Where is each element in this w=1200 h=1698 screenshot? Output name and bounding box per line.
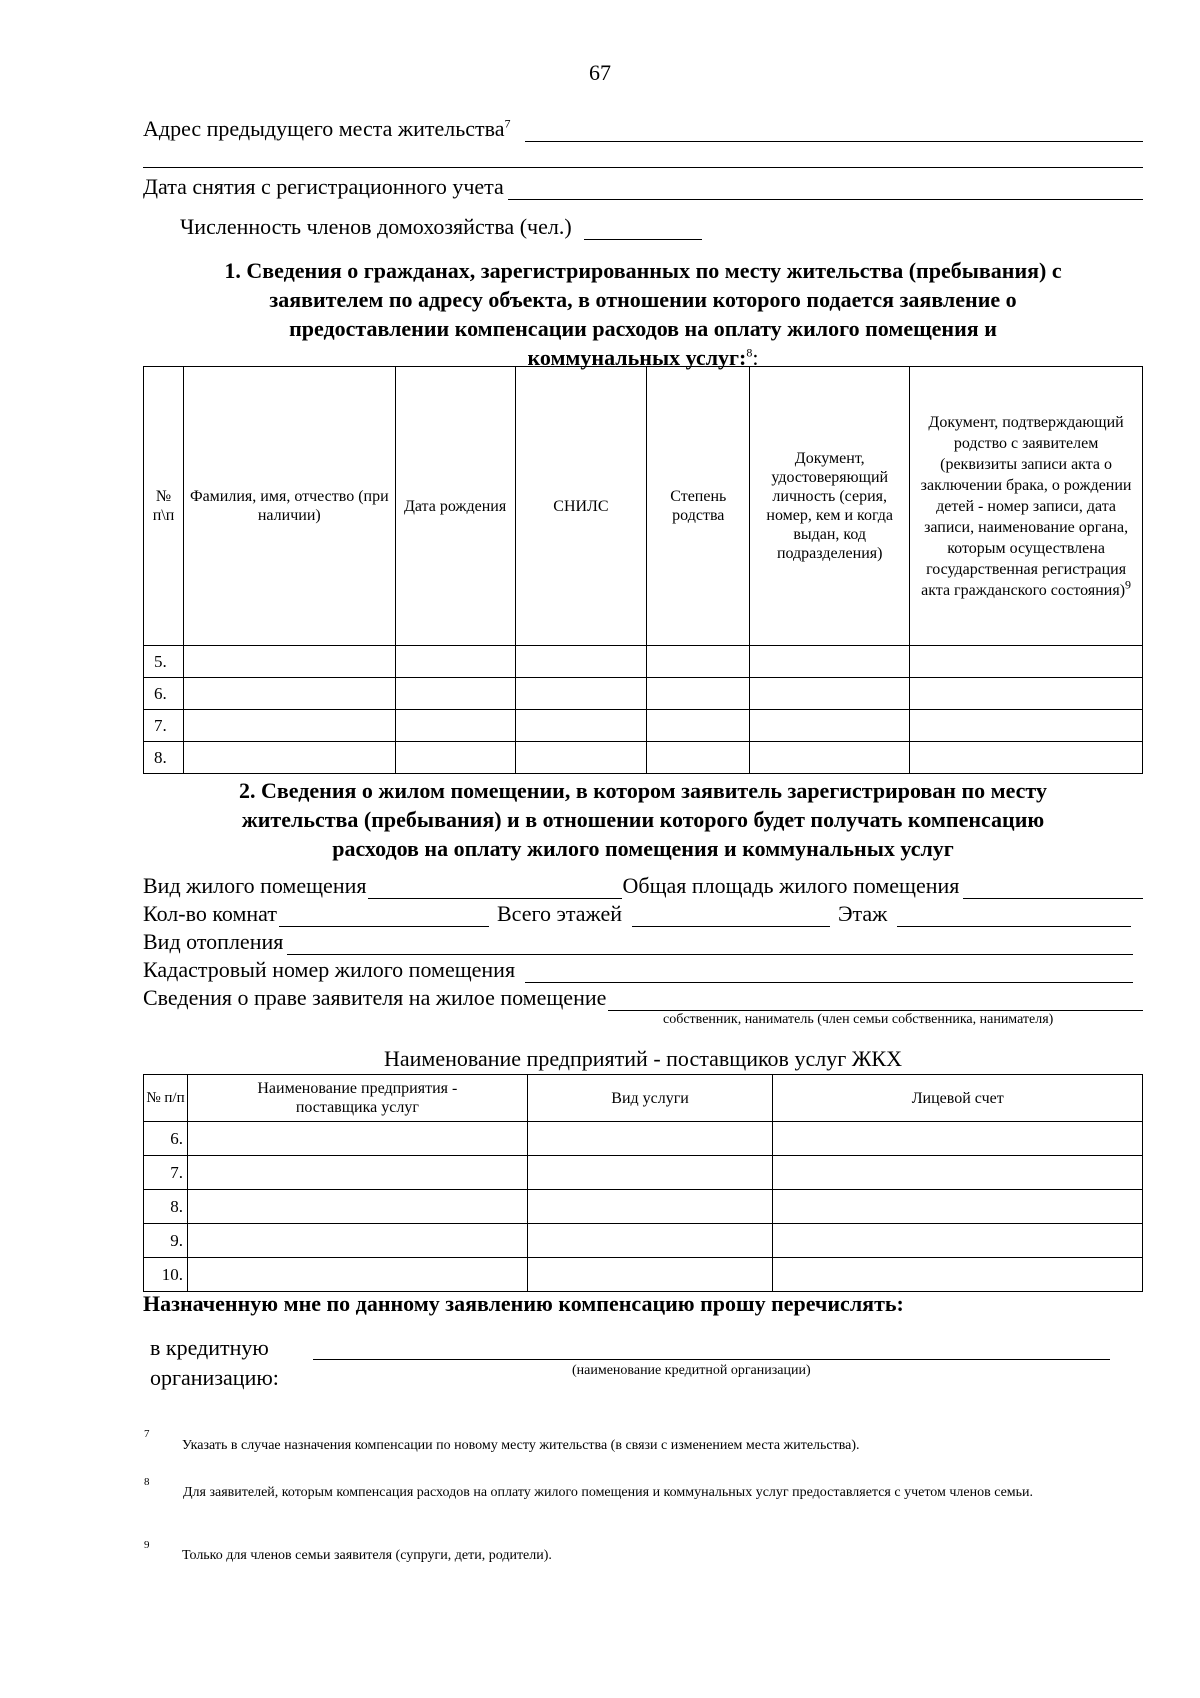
footnote-ref-7: 7 <box>504 116 511 131</box>
cell-snils[interactable] <box>515 678 647 710</box>
footnote-ref-9: 9 <box>1125 577 1132 592</box>
cell-supplier[interactable] <box>187 1258 527 1292</box>
table-row <box>144 678 1143 710</box>
section1-heading: 1. Сведения о гражданах, зарегистрированных по месту жительства (пребывания) с заявителем по адресу объекта, в отношении которого подается заявление о предоставлении компенсации расходов на оплату жилого помещения и коммунальных услуг:$^8$: <box>224 258 1062 370</box>
row-number: 5. <box>144 646 184 678</box>
prev-address-row <box>143 116 1143 142</box>
footnote-ref-8: 8 <box>746 345 753 360</box>
table-row <box>144 1156 1143 1190</box>
footnote-9: Только для членов семьи заявителя (супруги, дети, родители). <box>182 1548 552 1563</box>
prev-address-field[interactable] <box>525 123 1143 142</box>
cell-id-document[interactable] <box>750 742 910 774</box>
floors-label: Всего этажей <box>497 901 622 926</box>
row-number: 7. <box>144 710 184 742</box>
col-header-supplier: Наименование предприятия - поставщика услуг <box>187 1075 527 1122</box>
cell-kinship-document[interactable] <box>910 678 1143 710</box>
heating-field[interactable] <box>287 936 1133 955</box>
cell-birthdate[interactable] <box>395 742 515 774</box>
total-area-field[interactable] <box>963 880 1143 899</box>
cell-supplier[interactable] <box>187 1122 527 1156</box>
suppliers-header-row <box>144 1075 1143 1122</box>
cell-id-document[interactable] <box>750 678 910 710</box>
footnote-8: Для заявителей, которым компенсация расходов на оплату жилого помещения и коммунальных услуг предоставляется с учетом членов семьи. <box>183 1485 1034 1500</box>
cell-fullname[interactable] <box>183 678 395 710</box>
cell-service[interactable] <box>527 1258 773 1292</box>
cell-kinship-document[interactable] <box>910 710 1143 742</box>
table-header-row <box>144 367 1143 646</box>
cell-snils[interactable] <box>515 646 647 678</box>
col-header-snils: СНИЛС <box>515 367 647 646</box>
col-header-number: № п/п <box>144 1075 188 1122</box>
col-header-relation: Степень родства <box>647 367 750 646</box>
cell-relation[interactable] <box>647 710 750 742</box>
rooms-label: Кол-во комнат <box>143 901 277 926</box>
footnote-7: Указать в случае назначения компенсации по новому месту жительства (в связи с изменением места жительства). <box>182 1438 860 1453</box>
table-row <box>144 646 1143 678</box>
cell-relation[interactable] <box>647 678 750 710</box>
ownership-label: Сведения о праве заявителя на жилое помещение <box>143 985 607 1010</box>
cadastral-row <box>143 957 1143 983</box>
cell-service[interactable] <box>527 1122 773 1156</box>
cell-birthdate[interactable] <box>395 646 515 678</box>
ownership-row <box>143 985 1143 1011</box>
cell-account[interactable] <box>773 1190 1143 1224</box>
ownership-field[interactable] <box>608 992 1143 1011</box>
cell-service[interactable] <box>527 1156 773 1190</box>
prev-address-field-line2[interactable] <box>143 167 1143 168</box>
footnote-mark-7: 7 <box>144 1428 150 1440</box>
total-area-label: Общая площадь жилого помещения <box>622 873 960 898</box>
row-number: 8. <box>144 742 184 774</box>
cadastral-field[interactable] <box>525 964 1133 983</box>
floor-label: Этаж <box>838 901 888 926</box>
cell-supplier[interactable] <box>187 1156 527 1190</box>
credit-org-hint: (наименование кредитной организации) <box>572 1363 811 1378</box>
cell-fullname[interactable] <box>183 742 395 774</box>
ownership-hint: собственник, наниматель (член семьи собственника, нанимателя) <box>663 1012 1054 1027</box>
credit-org-field[interactable] <box>313 1341 1110 1360</box>
cell-fullname[interactable] <box>183 710 395 742</box>
household-label: Численность членов домохозяйства (чел.) <box>180 214 572 239</box>
housing-type-label: Вид жилого помещения <box>143 873 367 898</box>
table-row <box>144 1190 1143 1224</box>
row-number: 8. <box>144 1190 188 1224</box>
cell-account[interactable] <box>773 1156 1143 1190</box>
table-row <box>144 710 1143 742</box>
cell-kinship-document[interactable] <box>910 646 1143 678</box>
col-header-birthdate: Дата рождения <box>395 367 515 646</box>
col-header-number: № п\п <box>144 367 184 646</box>
cell-snils[interactable] <box>515 742 647 774</box>
table-row <box>144 1224 1143 1258</box>
table-row <box>144 742 1143 774</box>
col-header-kinship-document: Документ, подтверждающий родство с заявителем (реквизиты записи акта о заключении брака, о рождении детей - номер записи, дата записи, наименование органа, которым осуществлена государственная регистрация акта гражданского состояния)$^9$ <box>910 367 1143 646</box>
dereg-date-row <box>143 174 1143 200</box>
floors-field[interactable] <box>632 908 830 927</box>
housing-type-field[interactable] <box>368 880 622 899</box>
suppliers-title: Наименование предприятий - поставщиков услуг ЖКХ <box>384 1046 902 1071</box>
citizens-table <box>143 366 1143 774</box>
table-row <box>144 1122 1143 1156</box>
col-header-account: Лицевой счет <box>773 1075 1143 1122</box>
prev-address-label: Адрес предыдущего места жительства$^7$ <box>143 116 511 141</box>
credit-org-label: в кредитную организацию: <box>150 1335 279 1390</box>
cell-id-document[interactable] <box>750 710 910 742</box>
cell-service[interactable] <box>527 1224 773 1258</box>
cell-account[interactable] <box>773 1224 1143 1258</box>
cell-supplier[interactable] <box>187 1190 527 1224</box>
cell-snils[interactable] <box>515 710 647 742</box>
cell-relation[interactable] <box>647 742 750 774</box>
transfer-heading: Назначенную мне по данному заявлению компенсацию прошу перечислять: <box>143 1291 904 1316</box>
cell-supplier[interactable] <box>187 1224 527 1258</box>
cadastral-label: Кадастровый номер жилого помещения <box>143 957 516 982</box>
rooms-floors-row <box>143 901 1143 927</box>
rooms-field[interactable] <box>279 908 489 927</box>
cell-relation[interactable] <box>647 646 750 678</box>
footnote-mark-8: 8 <box>144 1476 150 1488</box>
cell-fullname[interactable] <box>183 646 395 678</box>
col-header-id-document: Документ, удостоверяющий личность (серия, номер, кем и когда выдан, код подразделения) <box>750 367 910 646</box>
col-header-fullname: Фамилия, имя, отчество (при наличии) <box>183 367 395 646</box>
cell-birthdate[interactable] <box>395 710 515 742</box>
cell-id-document[interactable] <box>750 646 910 678</box>
cell-kinship-document[interactable] <box>910 742 1143 774</box>
household-row <box>180 214 880 240</box>
cell-account[interactable] <box>773 1122 1143 1156</box>
dereg-date-field[interactable] <box>508 181 1143 200</box>
cell-service[interactable] <box>527 1190 773 1224</box>
floor-field[interactable] <box>897 908 1131 927</box>
row-number: 6. <box>144 1122 188 1156</box>
col-header-service: Вид услуги <box>527 1075 773 1122</box>
page-number: 67 <box>589 60 611 85</box>
footnote-mark-9: 9 <box>144 1539 150 1551</box>
row-number: 7. <box>144 1156 188 1190</box>
heating-label: Вид отопления <box>143 929 284 954</box>
table-row <box>144 1258 1143 1292</box>
household-count-field[interactable] <box>584 221 702 240</box>
row-number: 6. <box>144 678 184 710</box>
housing-type-row <box>143 873 1143 899</box>
cell-account[interactable] <box>773 1258 1143 1292</box>
section2-heading: 2. Сведения о жилом помещении, в котором заявитель зарегистрирован по месту жительства (пребывания) и в отношении которого будет получать компенсацию расходов на оплату жилого помещения и коммунальных услуг <box>239 778 1047 861</box>
heating-row <box>143 929 1143 955</box>
row-number: 10. <box>144 1258 188 1292</box>
cell-birthdate[interactable] <box>395 678 515 710</box>
dereg-date-label: Дата снятия с регистрационного учета <box>143 174 504 199</box>
suppliers-table <box>143 1074 1143 1292</box>
row-number: 9. <box>144 1224 188 1258</box>
